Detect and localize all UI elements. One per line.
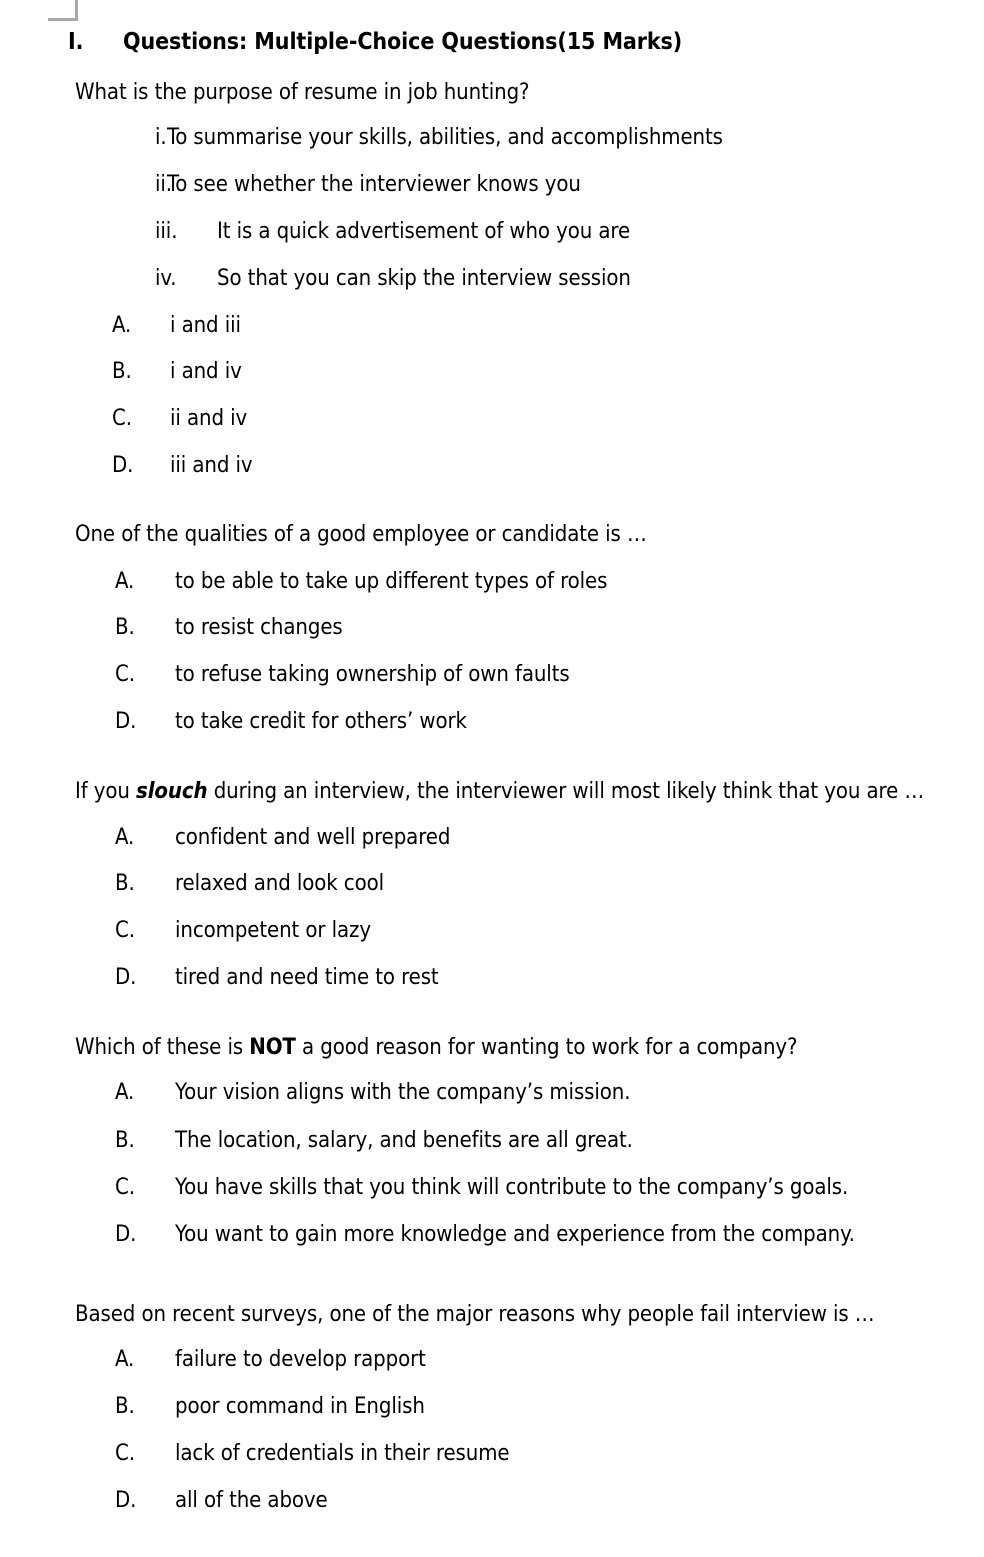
answer-option-text: to refuse taking ownership of own faults: [175, 662, 570, 687]
answer-option-letter: C.: [115, 662, 135, 687]
question-stem: [75, 78, 529, 108]
sub-item-marker: iv.: [155, 266, 177, 291]
answer-option-letter: C.: [115, 918, 135, 943]
answer-option-letter: A.: [115, 1080, 135, 1105]
sub-item-marker: ii.: [155, 172, 172, 197]
answer-option[interactable]: [115, 1486, 328, 1516]
answer-option-text: to take credit for others’ work: [175, 709, 467, 734]
answer-option-letter: A.: [112, 313, 132, 338]
answer-option[interactable]: [115, 1126, 633, 1156]
sub-item-text: To see whether the interviewer knows you: [167, 172, 581, 197]
answer-option[interactable]: [112, 357, 242, 387]
answer-option-text: to be able to take up different types of roles: [175, 569, 608, 594]
answer-option-letter: B.: [115, 615, 135, 640]
answer-option-text: confident and well prepared: [175, 825, 451, 850]
answer-option-letter: C.: [112, 406, 132, 431]
section-heading-roman: I.: [68, 29, 84, 55]
answer-option-text: iii and iv: [170, 453, 253, 478]
answer-option[interactable]: [115, 1392, 425, 1422]
question-stem-text: One of the qualities of a good employee or candidate is …: [75, 522, 647, 547]
question-stem: [75, 1033, 797, 1063]
question-stem: [75, 1300, 875, 1330]
question-stem-emphasis-bold-italic: slouch: [136, 779, 208, 804]
answer-option-letter: A.: [115, 1347, 135, 1372]
question-sub-item: [155, 123, 723, 153]
answer-option[interactable]: [115, 963, 439, 993]
answer-option[interactable]: [115, 1345, 426, 1375]
answer-option-text: tired and need time to rest: [175, 965, 439, 990]
question-sub-item: [155, 170, 581, 200]
question-stem: [75, 520, 647, 550]
question-sub-item: [155, 264, 631, 294]
answer-option[interactable]: [115, 660, 570, 690]
question-sub-item: [155, 217, 630, 247]
question-stem-text: If you: [75, 779, 137, 804]
sub-item-marker: iii.: [155, 219, 178, 244]
sub-item-text: It is a quick advertisement of who you are: [217, 219, 631, 244]
answer-option[interactable]: [112, 311, 241, 341]
answer-option-text: The location, salary, and benefits are all great.: [175, 1128, 633, 1153]
section-heading: [68, 28, 682, 56]
answer-option[interactable]: [115, 1173, 848, 1203]
page-corner-margin-mark: [48, 0, 78, 21]
sub-item-marker: i.: [155, 125, 167, 150]
answer-option[interactable]: [115, 869, 384, 899]
answer-option-letter: B.: [112, 359, 132, 384]
answer-option-letter: C.: [115, 1441, 135, 1466]
answer-option[interactable]: [115, 707, 467, 737]
question-stem-text: Based on recent surveys, one of the major reasons why people fail interview is …: [75, 1302, 875, 1327]
answer-option[interactable]: [115, 823, 450, 853]
answer-option[interactable]: [115, 1220, 855, 1250]
answer-option-text: relaxed and look cool: [175, 871, 385, 896]
answer-option-letter: A.: [115, 569, 135, 594]
question-stem-text: a good reason for wanting to work for a company?: [295, 1035, 798, 1060]
question-stem: [75, 777, 924, 807]
question-stem-emphasis-bold: NOT: [249, 1035, 296, 1060]
answer-option-letter: A.: [115, 825, 135, 850]
question-stem-text: What is the purpose of resume in job hunting?: [75, 80, 530, 105]
answer-option-text: i and iv: [170, 359, 242, 384]
answer-option-text: incompetent or lazy: [175, 918, 371, 943]
answer-option-text: lack of credentials in their resume: [175, 1441, 510, 1466]
answer-option[interactable]: [115, 567, 607, 597]
answer-option-text: Your vision aligns with the company’s mission.: [175, 1080, 631, 1105]
answer-option[interactable]: [115, 1439, 509, 1469]
answer-option-letter: D.: [115, 709, 137, 734]
answer-option-text: i and iii: [170, 313, 241, 338]
answer-option[interactable]: [115, 916, 371, 946]
answer-option[interactable]: [115, 1078, 630, 1108]
answer-option-text: to resist changes: [175, 615, 343, 640]
answer-option-text: all of the above: [175, 1488, 328, 1513]
section-heading-text: Questions: Multiple-Choice Questions(15 Marks): [123, 29, 683, 55]
answer-option-text: ii and iv: [170, 406, 248, 431]
answer-option-letter: B.: [115, 1128, 135, 1153]
answer-option-letter: D.: [115, 965, 137, 990]
answer-option-text: failure to develop rapport: [175, 1347, 426, 1372]
answer-option-text: You want to gain more knowledge and experience from the company.: [175, 1222, 855, 1247]
answer-option-letter: B.: [115, 871, 135, 896]
sub-item-text: So that you can skip the interview session: [217, 266, 631, 291]
question-stem-text: Which of these is: [75, 1035, 250, 1060]
answer-option-letter: D.: [112, 453, 134, 478]
answer-option-letter: C.: [115, 1175, 135, 1200]
answer-option-text: You have skills that you think will contribute to the company’s goals.: [175, 1175, 849, 1200]
answer-option-letter: D.: [115, 1488, 137, 1513]
answer-option-letter: B.: [115, 1394, 135, 1419]
answer-option-letter: D.: [115, 1222, 137, 1247]
answer-option[interactable]: [112, 451, 253, 481]
answer-option[interactable]: [115, 613, 343, 643]
answer-option-text: poor command in English: [175, 1394, 425, 1419]
question-stem-text: during an interview, the interviewer will most likely think that you are …: [207, 779, 925, 804]
sub-item-text: To summarise your skills, abilities, and accomplishments: [167, 125, 723, 150]
answer-option[interactable]: [112, 404, 247, 434]
